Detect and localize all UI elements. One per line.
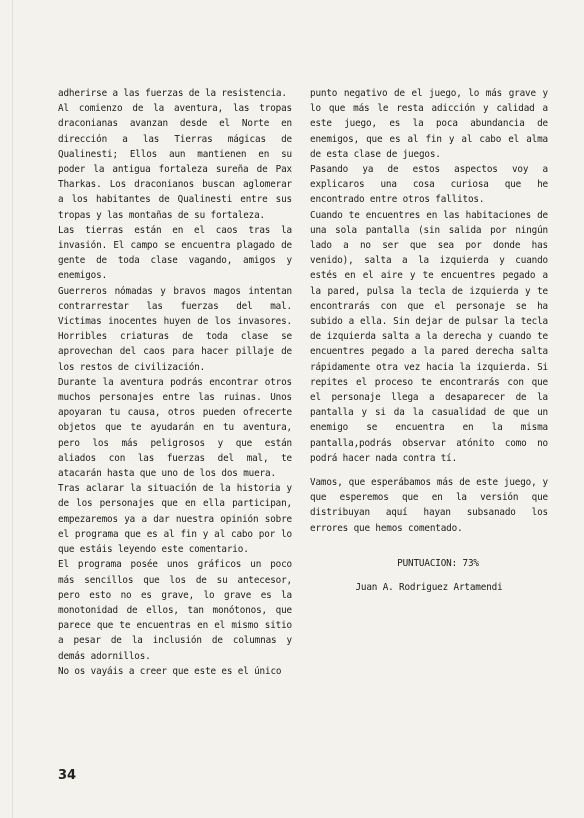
paragraph: Durante la aventura podrás encontrar otros muchos personajes entre las ruinas. Unos apoyaran tu causa, otros pueden ofrecerte objetos que te ayudarán en tu aventura, pero los más peligrosos y que están aliados con las fuerzas del mal, te atacarán hasta que uno de los dos muera. bbox=[58, 376, 292, 480]
left-column bbox=[58, 86, 292, 679]
author-name: Juan A. Rodriguez Artamendi bbox=[355, 582, 503, 594]
paragraph: Al comienzo de la aventura, las tropas draconianas avanzan desde el Norte en dirección a las Tierras mágicas de Qualinesti; Ellos aun mantienen en su poder la antigua fortaleza sureña de Pax Tharkas. Los draconianos buscan aglomerar a los habitantes de Qualinesti entre sus tropas y las montañas de su fortaleza. bbox=[58, 103, 292, 221]
paragraph: Las tierras están en el caos tras la invasión. El campo se encuentra plagado de gente de toda clase vagando, amigos y enemigos. bbox=[58, 224, 292, 282]
paragraph: Cuando te encuentres en las habitaciones de una sola pantalla (sin salida por ningún lado a no ser que sea por donde has venido), salta a la izquierda y cuando estés en el aire y te encuentres pegado a la pared, pulsa la tecla de izquierda y te encontrarás con que el personaje se ha subido a ella. Sin dejar de pulsar la tecla de izquierda salta a la derecha y cuando te encuentres pegado a la pared derecha salta rápidamente otra vez hacia la izquierda. Si repites el proceso te encontrarás con que el personaje llega a desaparecer de la pantalla y si da la casualidad de que un enemigo se encuentra en la misma pantalla,podrás observar atónito como no podrá hacer nada contra tí. bbox=[310, 209, 548, 464]
paragraph: adherirse a las fuerzas de la resistencia. bbox=[58, 88, 287, 99]
paragraph: No os vayáis a creer que este es el único bbox=[58, 665, 282, 677]
paragraph: Vamos, que esperábamos más de este juego, y que esperemos que en la versión que distribuyan aquí hayan subsanado los errores que hemos comentado. bbox=[310, 477, 548, 534]
right-column bbox=[310, 86, 548, 595]
page-number: 34 bbox=[58, 768, 77, 783]
paragraph-gap bbox=[310, 466, 548, 475]
score-line: PUNTUACION: 73% bbox=[397, 557, 479, 569]
paragraph: El programa posée unos gráficos un poco más sencillos que los de su antecesor, pero esto no es grave, lo grave es la monotonidad de ellos, tan monótonos, que parece que te encuentras en el mismo sitio a pesar de la inclusión de columnas y demás adornillos. bbox=[58, 559, 292, 662]
paragraph: Pasando ya de estos aspectos voy a explicaros una cosa curiosa que he encontrado entre otros fallitos. bbox=[310, 164, 548, 206]
paragraph: Guerreros nómadas y bravos magos intentan contrarrestar las fuerzas del mal. Victimas inocentes huyen de los invasores. Horribles criaturas de toda clase se aprovechan del caos para hacer pillaje de los restos de civilización. bbox=[58, 285, 292, 373]
paragraph: punto negativo de el juego, lo más grave y lo que más le resta adicción y calidad a este juego, es la poca abundancia de enemigos, que es al fin y al cabo el alma de esta clase de juegos. bbox=[310, 88, 548, 160]
paragraph: Tras aclarar la situación de la historia y de los personajes que en ella participan, empezaremos ya a dar nuestra opinión sobre el programa que es al fin y al cabo por lo que estáis leyendo este comentario. bbox=[58, 483, 292, 556]
binding-shadow bbox=[12, 0, 13, 818]
